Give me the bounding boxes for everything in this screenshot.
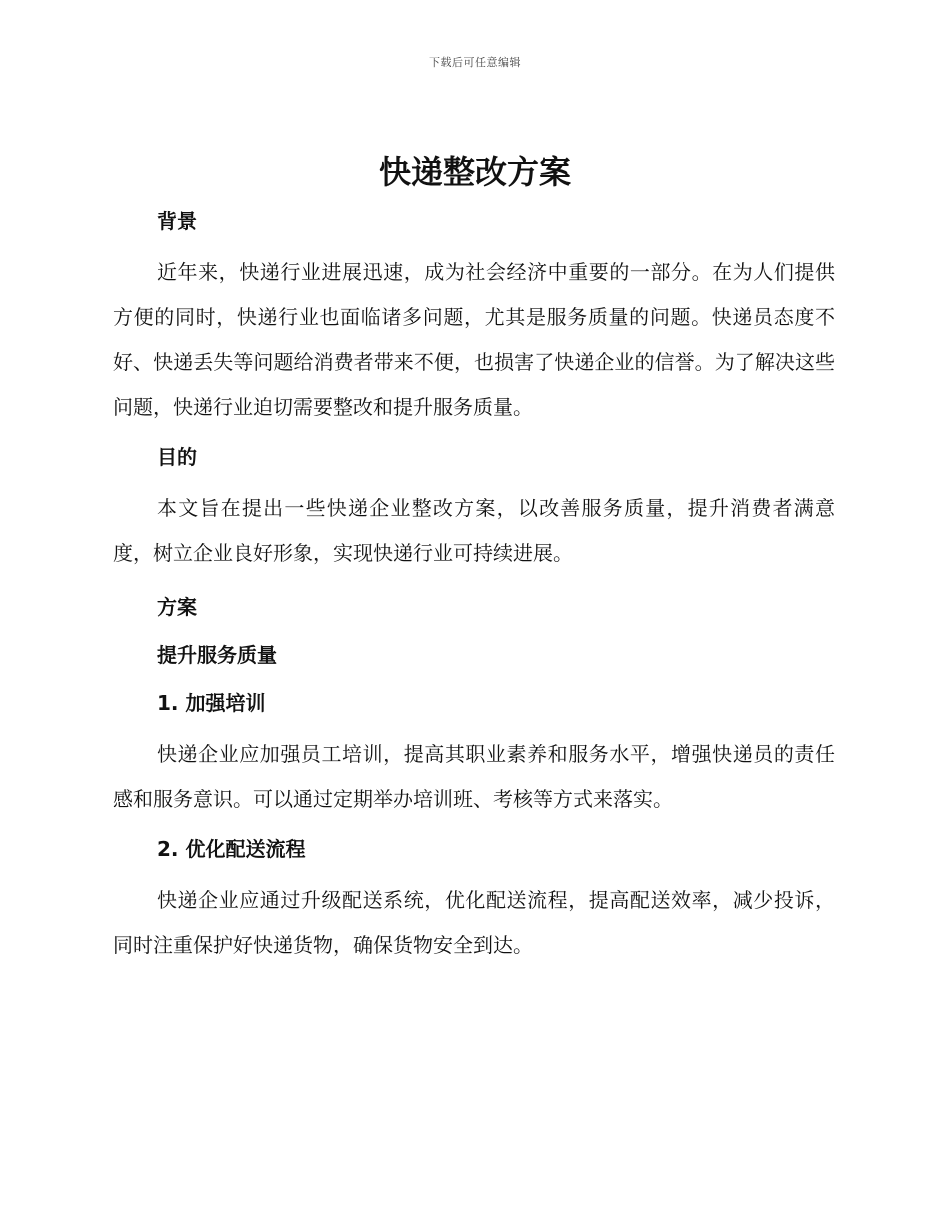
header-note: 下载后可任意编辑 [429,56,521,69]
paragraph-delivery-process: 快递企业应通过升级配送系统，优化配送流程，提高配送效率，减少投诉，同时注重保护好快递货物，确保货物安全到达。 [113,888,835,957]
paragraph-purpose: 本文旨在提出一些快递企业整改方案，以改善服务质量，提升消费者满意度，树立企业良好形象，实现快递行业可持续进展。 [113,496,835,565]
document-title: 快递整改方案 [378,153,571,191]
item-heading-training: 1. 加强培训 [157,691,266,715]
section-heading-plan: 方案 [157,595,197,619]
section-heading-background: 背景 [157,209,197,233]
subheading-improve-service: 提升服务质量 [157,643,277,667]
paragraph-training: 快递企业应加强员工培训，提高其职业素养和服务水平，增强快递员的责任感和服务意识。可以通过定期举办培训班、考核等方式来落实。 [113,742,835,811]
paragraph-background: 近年来，快递行业进展迅速，成为社会经济中重要的一部分。在为人们提供方便的同时，快递行业也面临诸多问题，尤其是服务质量的问题。快递员态度不好、快递丢失等问题给消费者带来不便，也损害了快递企业的信誉。为了解决这些问题，快递行业迫切需要整改和提升服务质量。 [113,260,835,419]
item-heading-delivery-process: 2. 优化配送流程 [157,837,306,861]
document-body [113,204,835,968]
section-heading-purpose: 目的 [157,445,197,469]
